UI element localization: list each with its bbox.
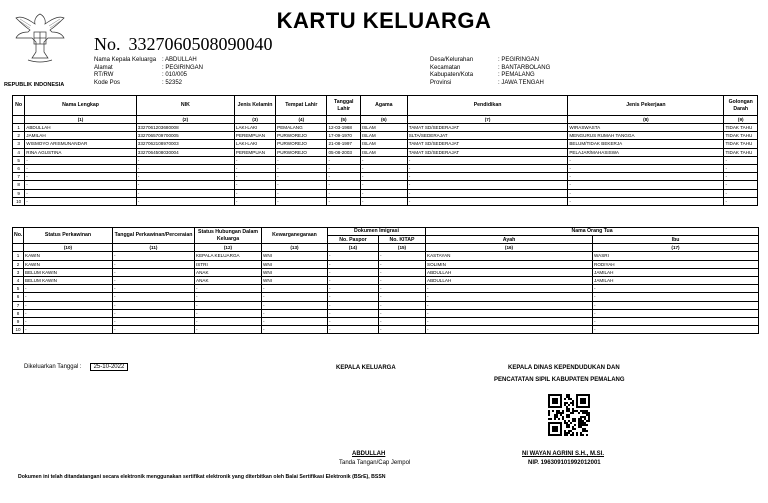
table-cell: KAWIN (24, 260, 113, 268)
table-cell: - (113, 268, 195, 276)
header-value: : BANTARBOLANG (498, 64, 551, 71)
table-cell: - (360, 189, 407, 197)
column-number: (1) (25, 116, 137, 124)
table-cell: ABDULLAH (25, 124, 137, 132)
column-number: (6) (360, 116, 407, 124)
table-row (13, 189, 758, 197)
table-cell: - (25, 173, 137, 181)
table-cell: - (426, 309, 593, 317)
table-cell: - (25, 165, 137, 173)
column-number: (13) (262, 244, 328, 252)
table-cell: - (113, 301, 195, 309)
table-cell: - (328, 318, 379, 326)
table-row (13, 181, 758, 189)
table-cell: MENGURUS RUMAH TANGGA (568, 132, 724, 140)
column-subheader: Ibu (593, 236, 759, 244)
table-cell: - (407, 165, 568, 173)
table-cell: - (426, 293, 593, 301)
kk-number (94, 34, 273, 55)
column-header: No (13, 96, 25, 116)
table-cell: - (113, 326, 195, 334)
table-cell: PEMALANG (276, 124, 327, 132)
kk-number-value: 3327060508090040 (128, 34, 273, 54)
table-cell: WIRASWASTA (568, 124, 724, 132)
table-cell: - (234, 156, 275, 164)
table-cell: 3 (13, 268, 24, 276)
column-header: Tanggal Lahir (327, 96, 360, 116)
column-header: Nama Lengkap (25, 96, 137, 116)
table-row (13, 173, 758, 181)
table-cell: JAMILAH (593, 268, 759, 276)
table-cell: - (276, 165, 327, 173)
table-cell: - (328, 326, 379, 334)
table-cell: - (234, 165, 275, 173)
header-label: Desa/Kelurahan (430, 57, 474, 63)
table-cell: 5 (13, 285, 24, 293)
table-cell: - (113, 260, 195, 268)
table-cell: ISTRI (195, 260, 262, 268)
table-cell: ANAK (195, 268, 262, 276)
kk-number-prefix: No. (94, 34, 121, 54)
header-field (430, 57, 550, 65)
header-value: : PEMALANG (498, 72, 535, 79)
table-cell: - (327, 197, 360, 205)
table-cell: - (113, 276, 195, 284)
header-label: Kabupaten/Kota (430, 72, 474, 79)
header-label: Provinsi (430, 79, 452, 86)
column-header: Kewarganegaraan (262, 228, 328, 244)
table-row (13, 293, 759, 301)
table-cell: - (360, 156, 407, 164)
table-cell: 3327065709700005 (136, 132, 234, 140)
table-cell: - (195, 293, 262, 301)
table-cell: PEREMPUAN (234, 148, 275, 156)
table-cell: - (426, 326, 593, 334)
table-cell: - (328, 309, 379, 317)
table-cell: 10 (13, 326, 24, 334)
column-header: NIK (136, 96, 234, 116)
table-cell: - (328, 276, 379, 284)
table-cell: 7 (13, 301, 24, 309)
table-cell: - (593, 318, 759, 326)
table-cell: 4 (13, 276, 24, 284)
table-cell: - (407, 181, 568, 189)
table-cell: TIDAK TAHU (724, 124, 758, 132)
table-cell: - (407, 156, 568, 164)
column-number: (8) (568, 116, 724, 124)
table-cell: - (407, 197, 568, 205)
office-title-1: KEPALA DINAS KEPENDUDUKAN DAN (508, 365, 620, 371)
table-cell: - (234, 181, 275, 189)
table-cell: RODIYAH (593, 260, 759, 268)
table-cell: - (24, 318, 113, 326)
table-row (13, 140, 758, 148)
table-cell: WNI (262, 268, 328, 276)
header-field (94, 57, 203, 65)
table-row (13, 132, 758, 140)
table-cell: TIDAK TAHU (724, 132, 758, 140)
republic-caption: REPUBLIK INDONESIA (4, 82, 65, 88)
header-field (94, 72, 203, 80)
table-cell: - (360, 173, 407, 181)
table-cell: - (407, 189, 568, 197)
table-cell: 4 (13, 148, 25, 156)
table-cell: - (195, 326, 262, 334)
issued-date: 25-10-2022 (90, 363, 129, 371)
table-cell: LAKI-LAKI (234, 140, 275, 148)
column-number (13, 244, 24, 252)
header-label: Kode Pos (94, 79, 121, 86)
issued-label: Dikeluarkan Tanggal : (24, 364, 82, 370)
table-cell: KAWIN (24, 252, 113, 260)
family-status-table (12, 227, 759, 334)
table-cell: - (24, 293, 113, 301)
table-cell: - (262, 309, 328, 317)
table-cell: 6 (13, 293, 24, 301)
table-cell: - (136, 197, 234, 205)
table-cell: - (724, 173, 758, 181)
table-cell: - (724, 181, 758, 189)
table-cell: PURWOREJO (276, 140, 327, 148)
table-cell: 17-09-1970 (327, 132, 360, 140)
table-cell: - (328, 252, 379, 260)
table-cell: 3327062108970003 (136, 140, 234, 148)
table-cell: - (568, 156, 724, 164)
column-header: Agama (360, 96, 407, 116)
header-left (94, 57, 203, 87)
table-cell: ANAK (195, 276, 262, 284)
column-number: (14) (328, 244, 379, 252)
table-cell: - (568, 189, 724, 197)
table-cell: - (379, 268, 426, 276)
table-cell: - (234, 173, 275, 181)
table-cell: - (276, 173, 327, 181)
header-field (94, 80, 203, 88)
column-subheader: No. KITAP (379, 236, 426, 244)
table-cell: - (327, 189, 360, 197)
column-number: (16) (426, 244, 593, 252)
table-cell: - (724, 156, 758, 164)
table-cell: - (113, 293, 195, 301)
table-cell: - (195, 318, 262, 326)
table-cell: 9 (13, 318, 24, 326)
head-caption: Tanda Tangan/Cap Jempol (339, 460, 411, 466)
table-cell: - (136, 173, 234, 181)
header-field (430, 65, 550, 73)
table-cell: - (426, 285, 593, 293)
table-cell: ISLAM (360, 140, 407, 148)
table-cell: - (724, 165, 758, 173)
header-right (430, 57, 550, 87)
table-cell: 05-08-2003 (327, 148, 360, 156)
table-cell: - (593, 293, 759, 301)
table-cell: - (195, 309, 262, 317)
table-cell: - (234, 197, 275, 205)
table-cell: - (113, 285, 195, 293)
header-value: : ABDULLAH (162, 57, 197, 63)
column-header: Golongan Darah (724, 96, 758, 116)
table-cell: 10 (13, 197, 25, 205)
table-cell: 21-08-1997 (327, 140, 360, 148)
column-number: (11) (113, 244, 195, 252)
table-cell: - (568, 181, 724, 189)
table-cell: - (195, 301, 262, 309)
column-header: No. (13, 228, 24, 244)
table-row (13, 124, 758, 132)
header-value: : JAWA TENGAH (498, 79, 544, 86)
table-cell: - (379, 276, 426, 284)
table-cell: BELUM KAWIN (24, 276, 113, 284)
table-cell: - (276, 189, 327, 197)
table-cell: WNI (262, 252, 328, 260)
table-cell: - (360, 181, 407, 189)
table-cell: - (724, 197, 758, 205)
table-row (13, 156, 758, 164)
table-cell: - (593, 326, 759, 334)
table-cell: WASRI (593, 252, 759, 260)
table-cell: - (593, 301, 759, 309)
table-cell: TAMAT SD/SEDERAJAT (407, 148, 568, 156)
header-value: : 52352 (162, 79, 183, 86)
table-cell: 8 (13, 309, 24, 317)
table-cell: SOLIMIN (426, 260, 593, 268)
header-field (430, 72, 550, 80)
column-number: (3) (234, 116, 275, 124)
table-cell: - (407, 173, 568, 181)
table-cell: 9 (13, 189, 25, 197)
table-cell: - (262, 318, 328, 326)
table-cell: - (136, 156, 234, 164)
table-cell: - (113, 252, 195, 260)
table-cell: 8 (13, 181, 25, 189)
table-cell: - (328, 301, 379, 309)
table-cell: - (328, 293, 379, 301)
official-name: NI WAYAN AGRINI S.H., M.SI. (522, 451, 605, 457)
table-row (13, 148, 758, 156)
table-cell: - (276, 197, 327, 205)
table-cell: - (24, 285, 113, 293)
table-row (13, 309, 759, 317)
table-cell: - (136, 189, 234, 197)
column-number: (7) (407, 116, 568, 124)
table-cell: KASTAYAN (426, 252, 593, 260)
table-cell: - (234, 189, 275, 197)
table-cell: - (379, 318, 426, 326)
column-subheader: No. Paspor (328, 236, 379, 244)
table-cell: - (379, 326, 426, 334)
table-cell: 12-03-1968 (327, 124, 360, 132)
column-header: Pendidikan (407, 96, 568, 116)
column-header: Nama Orang Tua (426, 228, 759, 236)
table-cell: - (24, 326, 113, 334)
table-cell: - (262, 301, 328, 309)
table-cell: - (379, 301, 426, 309)
table-cell: TAMAT SD/SEDERAJAT (407, 140, 568, 148)
table-cell: - (360, 165, 407, 173)
head-name: ABDULLAH (352, 451, 386, 457)
column-header: Jenis Kelamin (234, 96, 275, 116)
table-cell: - (25, 156, 137, 164)
table-cell: - (24, 309, 113, 317)
header-value: : 010/005 (162, 72, 188, 79)
table-cell: - (327, 165, 360, 173)
table-cell: JAMILAH (25, 132, 137, 140)
table-cell: - (262, 285, 328, 293)
esign-note: Dokumen ini telah ditandatangani secara elektronik menggunakan sertifikat elektronik yang diterbitkan oleh Balai Sertifikasi Elektronik (BSrE), BSSN (18, 474, 386, 480)
table-row (13, 285, 759, 293)
table-cell: TAMAT SD/SEDERAJAT (407, 124, 568, 132)
head-title: KEPALA KELUARGA (336, 365, 396, 371)
table-cell: - (724, 189, 758, 197)
table-cell: - (426, 318, 593, 326)
table-cell: - (327, 181, 360, 189)
table-cell: - (568, 173, 724, 181)
table-row (13, 252, 759, 260)
issued-date-row (24, 364, 128, 370)
column-number: (15) (379, 244, 426, 252)
qr-code-icon (548, 394, 590, 436)
table-cell: - (593, 285, 759, 293)
table-row (13, 276, 759, 284)
table-row (13, 301, 759, 309)
column-header: Status Hubungan Dalam Keluarga (195, 228, 262, 244)
table-cell: - (360, 197, 407, 205)
column-header: Tempat Lahir (276, 96, 327, 116)
table-cell: TIDAK TAHU (724, 148, 758, 156)
table-cell: 2 (13, 132, 25, 140)
table-cell: SLTA/SEDERAJAT (407, 132, 568, 140)
table-cell: JAMILAH (593, 276, 759, 284)
table-cell: - (379, 252, 426, 260)
table-cell: - (328, 260, 379, 268)
table-cell: - (426, 301, 593, 309)
table-cell: PURWOREJO (276, 148, 327, 156)
table-cell: - (24, 301, 113, 309)
table-cell: - (328, 268, 379, 276)
column-number: (5) (327, 116, 360, 124)
table-cell: - (136, 181, 234, 189)
table-cell: - (25, 197, 137, 205)
table-cell: RINA AGUSTINA (25, 148, 137, 156)
table-cell: ISLAM (360, 132, 407, 140)
table-cell: - (327, 173, 360, 181)
table-cell: 5 (13, 156, 25, 164)
table-cell: ABDULLAH (426, 276, 593, 284)
family-members-table (12, 95, 758, 206)
office-title-2: PENCATATAN SIPIL KABUPATEN PEMALANG (494, 377, 625, 383)
table-cell: ISLAM (360, 148, 407, 156)
table-cell: ISLAM (360, 124, 407, 132)
table-cell: - (379, 260, 426, 268)
table-cell: 6 (13, 165, 25, 173)
table-row (13, 326, 759, 334)
official-nip: NIP. 196309101992012001 (528, 460, 601, 466)
table-cell: - (262, 326, 328, 334)
column-header: Tanggal Perkawinan/Perceraian (113, 228, 195, 244)
header-label: Alamat (94, 64, 113, 71)
column-number: (4) (276, 116, 327, 124)
table-cell: 3 (13, 140, 25, 148)
table-cell: PEREMPUAN (234, 132, 275, 140)
column-number: (9) (724, 116, 758, 124)
document-title: KARTU KELUARGA (276, 8, 492, 33)
table-row (13, 260, 759, 268)
table-cell: - (379, 285, 426, 293)
column-header: Jenis Pekerjaan (568, 96, 724, 116)
table-cell: - (568, 197, 724, 205)
column-header: Status Perkawinan (24, 228, 113, 244)
table-cell: - (113, 318, 195, 326)
header-label: RT/RW (94, 72, 114, 79)
table-cell: - (113, 309, 195, 317)
column-number (13, 116, 25, 124)
column-number: (10) (24, 244, 113, 252)
table-cell: PURWOREJO (276, 132, 327, 140)
column-number: (2) (136, 116, 234, 124)
header-label: Kecamatan (430, 64, 461, 71)
table-cell: - (276, 181, 327, 189)
header-value: : PEGIRINGAN (498, 57, 540, 63)
table-cell: KEPALA KELUARGA (195, 252, 262, 260)
table-row (13, 165, 758, 173)
table-cell: - (568, 165, 724, 173)
table-cell: WNI (262, 260, 328, 268)
table-cell: WISMOYO ARISMUNANDAR (25, 140, 137, 148)
table-cell: - (276, 156, 327, 164)
column-subheader: Ayah (426, 236, 593, 244)
table-cell: - (379, 309, 426, 317)
table-cell: - (262, 293, 328, 301)
header-value: : PEGIRINGAN (162, 64, 204, 71)
table-cell: BELUM/TIDAK BEKERJA (568, 140, 724, 148)
table-cell: - (593, 309, 759, 317)
table-row (13, 268, 759, 276)
table-cell: 3327064508030004 (136, 148, 234, 156)
table-row (13, 197, 758, 205)
header-field (94, 65, 203, 73)
table-cell: TIDAK TAHU (724, 140, 758, 148)
table-cell: BELUM KAWIN (24, 268, 113, 276)
table-row (13, 318, 759, 326)
table-cell: 1 (13, 124, 25, 132)
table-cell: - (195, 285, 262, 293)
header-field (430, 80, 550, 88)
table-cell: - (328, 285, 379, 293)
table-cell: 1 (13, 252, 24, 260)
table-cell: - (379, 293, 426, 301)
table-cell: 7 (13, 173, 25, 181)
table-cell: 3327061203680008 (136, 124, 234, 132)
table-cell: ABDULLAH (426, 268, 593, 276)
table-cell: WNI (262, 276, 328, 284)
column-number: (17) (593, 244, 759, 252)
table-cell: 2 (13, 260, 24, 268)
table-cell: - (25, 181, 137, 189)
table-cell: - (327, 156, 360, 164)
column-number: (12) (195, 244, 262, 252)
table-cell: PELAJAR/MAHASISWA (568, 148, 724, 156)
header-label: Nama Kepala Keluarga (94, 57, 157, 63)
column-header: Dokumen Imigrasi (328, 228, 426, 236)
table-cell: LAKI-LAKI (234, 124, 275, 132)
table-cell: - (25, 189, 137, 197)
table-cell: - (136, 165, 234, 173)
